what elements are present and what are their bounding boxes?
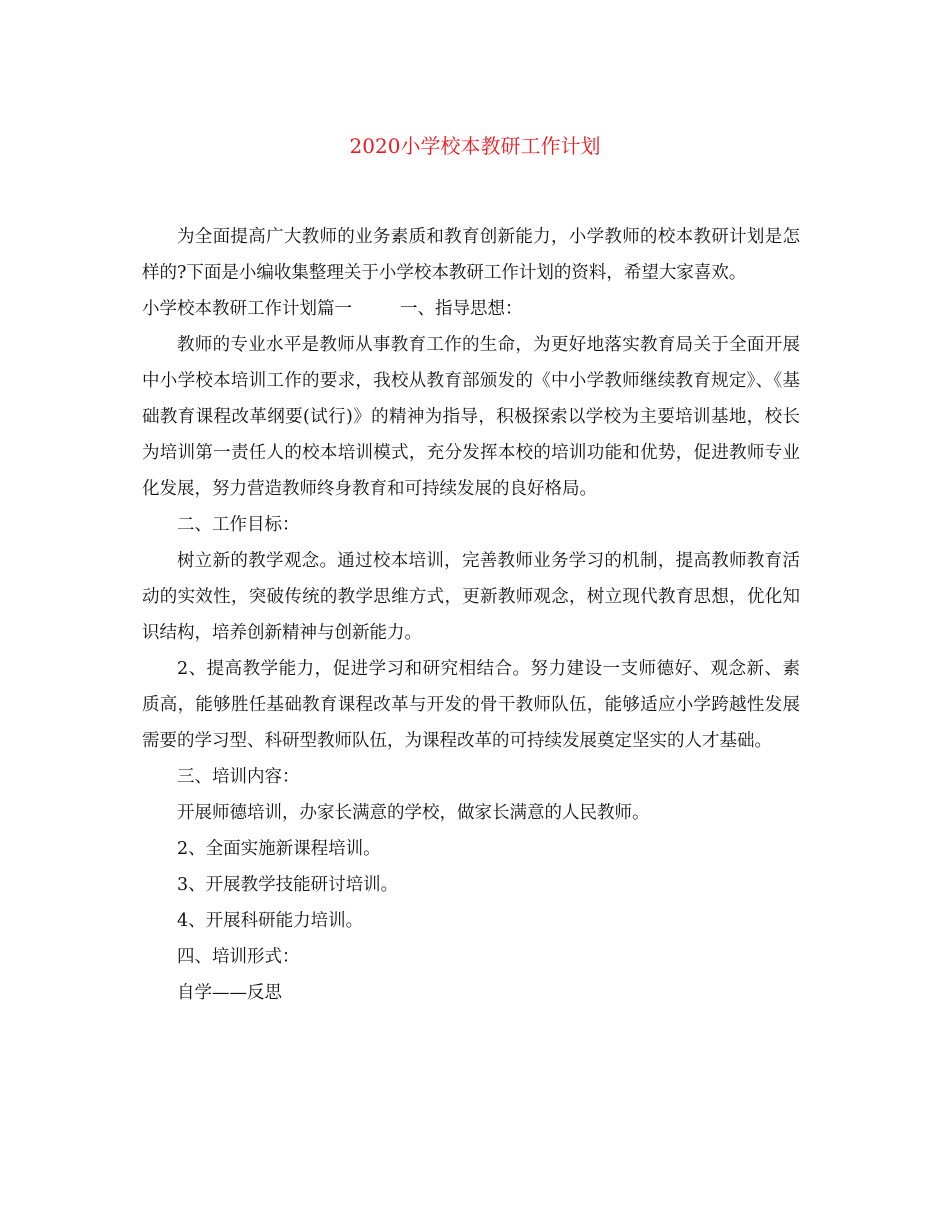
section2-heading: 二、工作目标： <box>177 515 300 535</box>
section3-item-2: 2、全面实施新课程培训。 <box>177 839 381 859</box>
section2-item-2: 2、提高教学能力，促进学习和研究相结合。努力建设一支师德好、观念新、素质高，能够胜任基础教育课程改革与开发的骨干教师队伍，能够适应小学跨越性发展需要的学习型、科研型教师队伍，为课程改革的可持续发展奠定坚实的人才基础。 <box>142 659 800 751</box>
section4-heading: 四、培训形式： <box>177 947 300 967</box>
section1-paragraph: 教师的专业水平是教师从事教育工作的生命，为更好地落实教育局关于全面开展中小学校本培训工作的要求，我校从教育部颁发的《中小学教师继续教育规定》、《基础教育课程改革纲要(试行)》的精神为指导，积极探索以学校为主要培训基地，校长为培训第一责任人的校本培训模式，充分发挥本校的培训功能和优势，促进教师专业化发展，努力营造教师终身教育和可持续发展的良好格局。 <box>142 335 800 499</box>
section3-heading: 三、培训内容： <box>177 767 300 787</box>
document-body <box>142 219 800 1011</box>
intro-paragraph: 为全面提高广大教师的业务素质和教育创新能力，小学教师的校本教研计划是怎样的?下面是小编收集整理关于小学校本教研工作计划的资料，希望大家喜欢。 <box>142 227 800 283</box>
section1-heading: 一、指导思想： <box>400 299 523 319</box>
section4-item-1: 自学——反思 <box>177 983 282 1003</box>
article-label-line <box>142 291 800 327</box>
section3-item-1: 开展师德培训，办家长满意的学校，做家长满意的人民教师。 <box>177 803 650 823</box>
section2-item-1: 树立新的教学观念。通过校本培训，完善教师业务学习的机制，提高教师教育活动的实效性，突破传统的教学思维方式，更新教师观念，树立现代教育思想，优化知识结构，培养创新精神与创新能力。 <box>142 551 800 643</box>
section3-item-3: 3、开展教学技能研讨培训。 <box>177 875 399 895</box>
article-label: 小学校本教研工作计划篇一 <box>142 299 352 319</box>
document-title: 2020小学校本教研工作计划 <box>349 134 601 158</box>
section3-item-4: 4、开展科研能力培训。 <box>177 911 364 931</box>
